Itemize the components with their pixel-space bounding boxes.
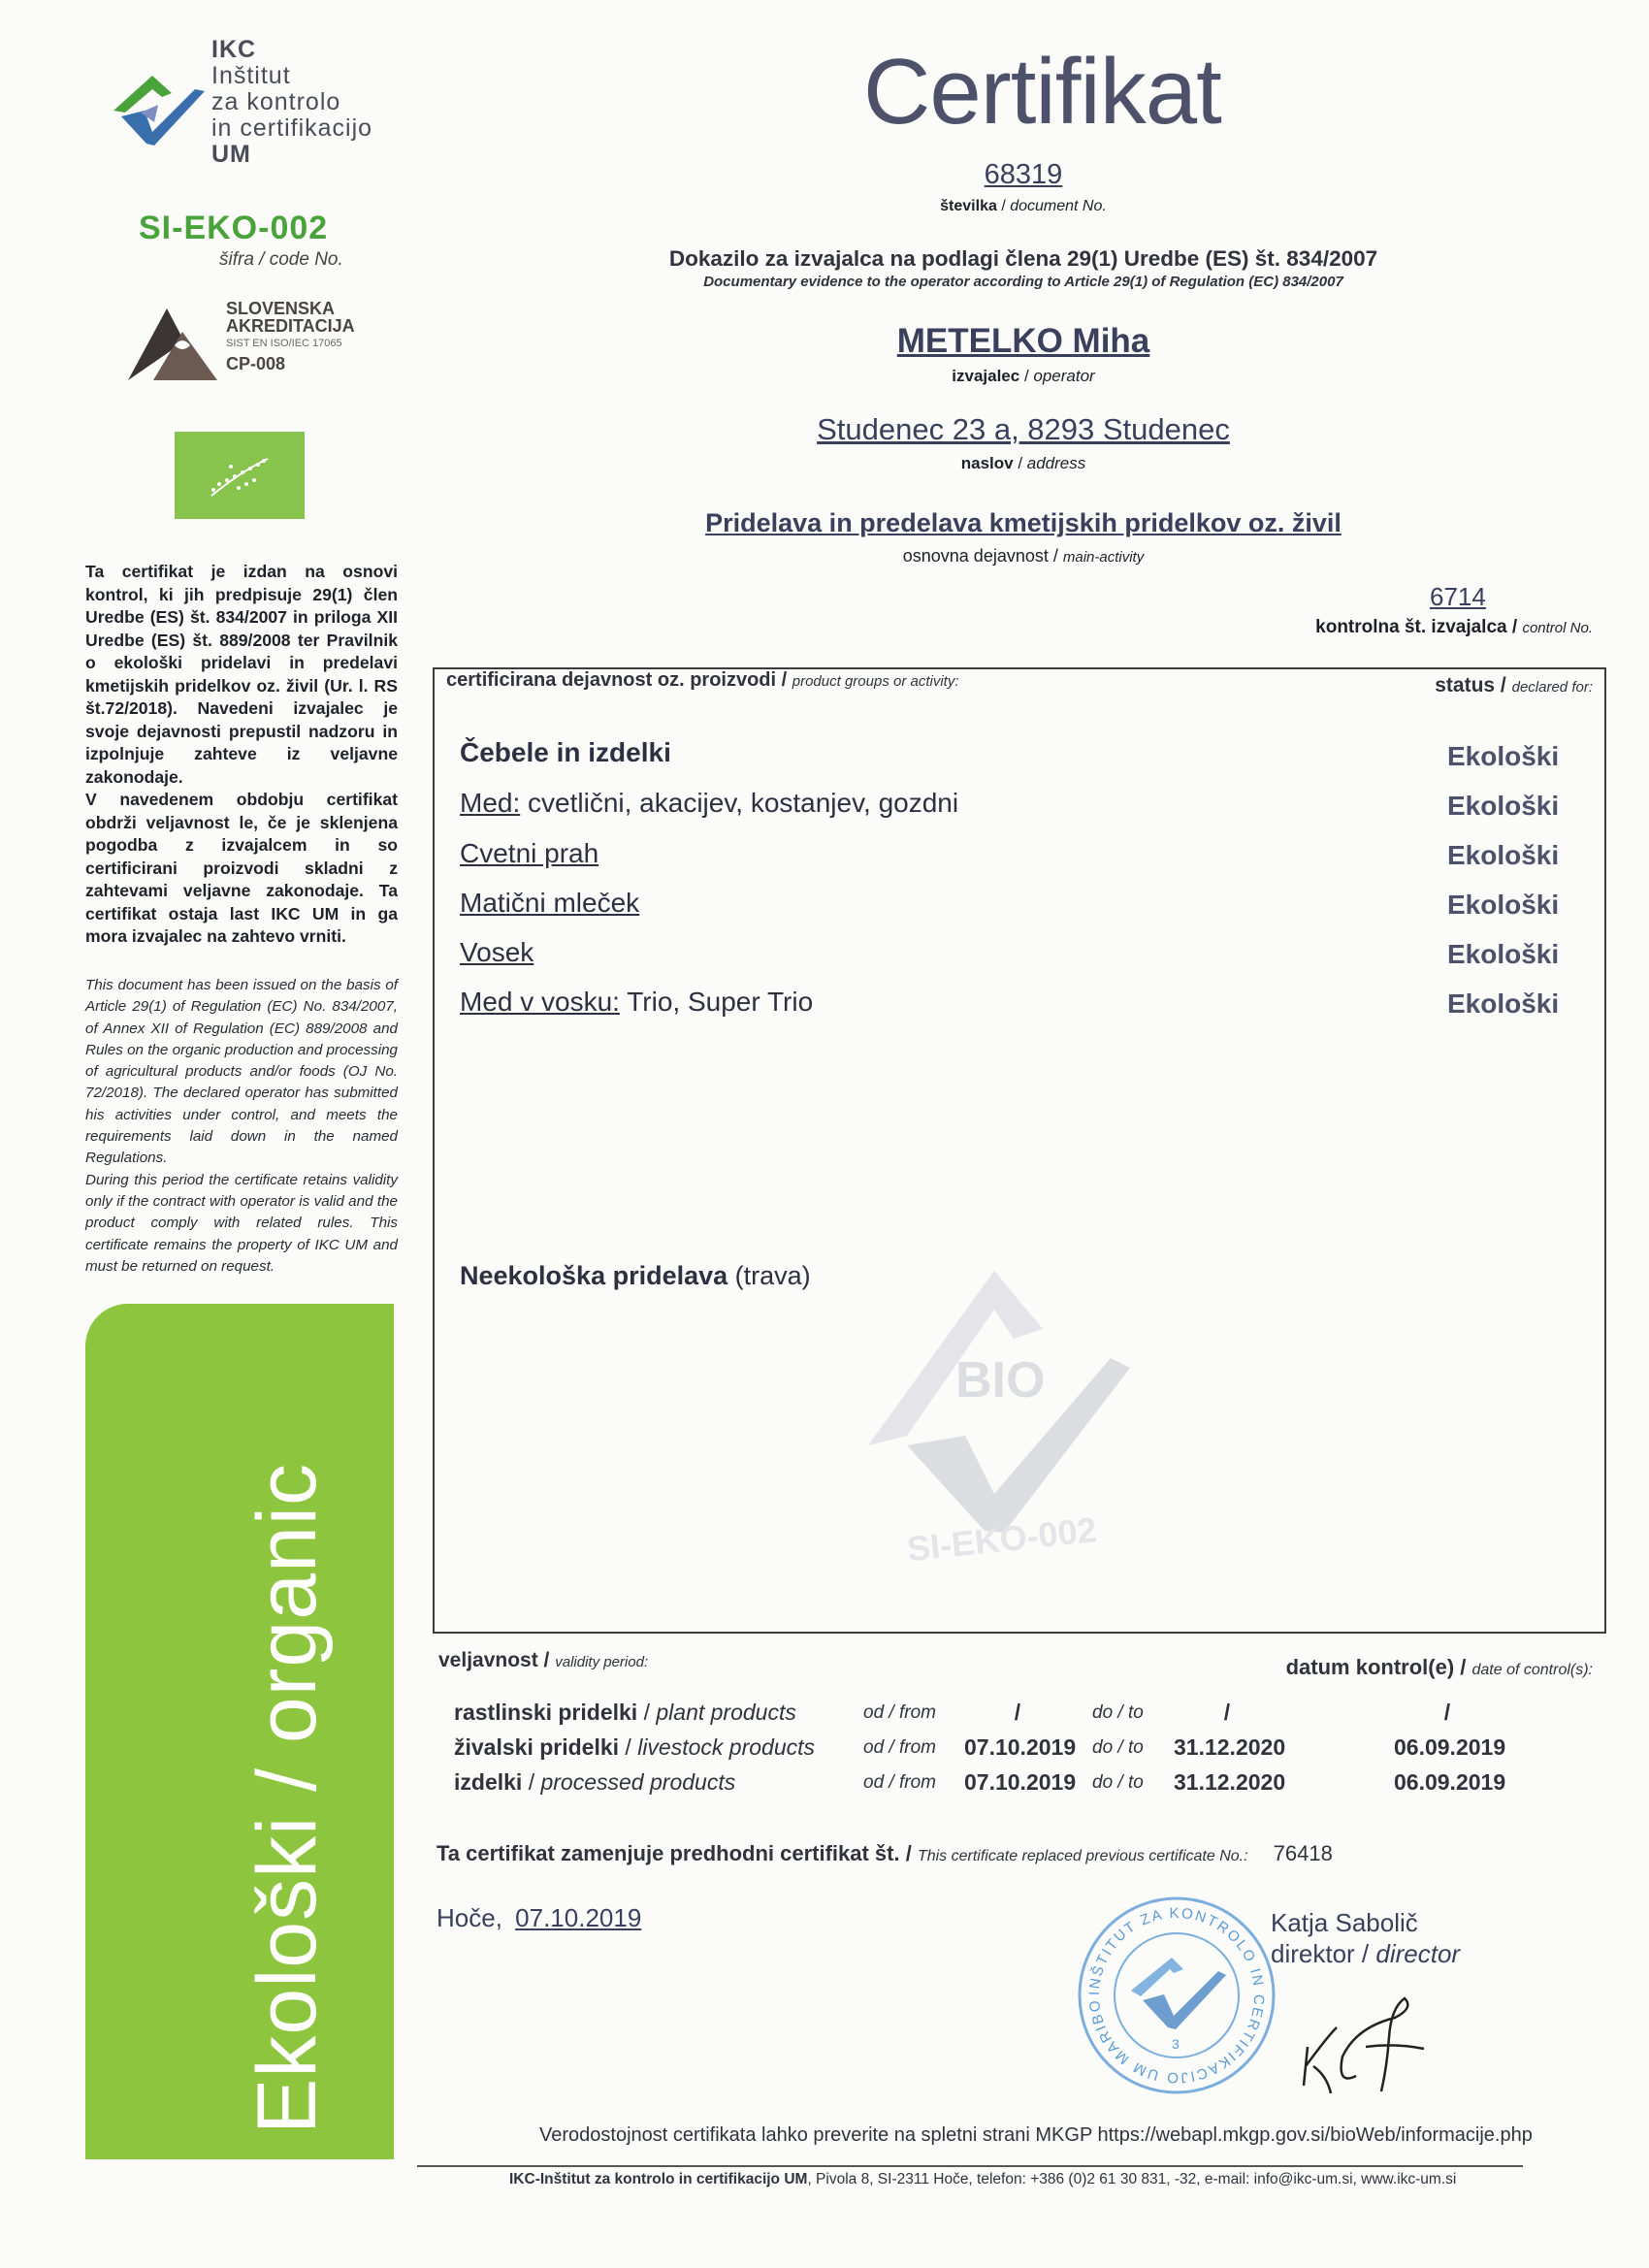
official-stamp-icon [1075,1894,1278,2102]
non-organic-detail: (trava) [728,1261,811,1290]
issue-place-date [436,1903,641,1933]
issue-date: 07.10.2019 [515,1903,642,1932]
product-status: Ekološki [1447,741,1560,771]
label-en: main-activity [1062,549,1145,566]
status-header: status / declared for: [1435,674,1593,697]
label-en: This certificate replaced previous certificate No.: [917,1848,1248,1864]
product-row [460,888,639,919]
issuer-code: SI-EKO-002 [139,210,329,246]
evidence-en: Documentary evidence to the operator according to Article 29(1) of Regulation (EC) 834/2007 [703,274,1343,290]
control-date: / [1443,1700,1451,1725]
label-sl: naslov [960,454,1014,472]
organic-band-label: Ekološki / organic [241,1463,334,2134]
product-row [460,937,534,968]
document-number: 68319 [984,159,1063,190]
category-sl: živalski pridelki [454,1734,620,1760]
label-en: address [1026,454,1086,472]
signature-icon [1298,1979,1453,2100]
role-en: director [1375,1939,1461,1968]
signer-role: direktor / director [1271,1939,1461,1968]
operator-label: izvajalec / operator [952,367,1095,385]
from-label: od / from [863,1737,936,1758]
valid-to: / [1223,1700,1231,1725]
label-sl: osnovna dejavnost [902,546,1049,566]
label-en: declared for: [1511,679,1593,696]
basis-paragraph: This document has been issued on the basis of Article 29(1) of Regulation (EC) No. 834/2007, of Annex XII of Regulation (EC) 889/2008 and Rules on the organic production and processing of agricultural products and/or foods (OJ No. 72/2018). The declared operator has submitted his activities under control, and meets the requirements laid down in the named Regulations. [85,977,398,1167]
ikc-logo-icon [112,68,209,150]
product-row [460,987,813,1018]
validity-row [0,1734,1649,1764]
label-en: operator [1033,367,1095,385]
category-en: livestock products [637,1734,816,1760]
valid-from: 07.10.2019 [964,1734,1077,1760]
control-date: 06.09.2019 [1394,1769,1506,1795]
product-row [460,838,598,869]
validity-category: živalski pridelki / livestock products [454,1734,816,1760]
label-sl: Ta certifikat zamenjuje predhodni certifikat št. [436,1841,900,1865]
validity-row [0,1769,1649,1798]
product-name: Cvetni prah [460,838,599,868]
evidence-sl: Dokazilo za izvajalca na podlagi člena 29(1) Uredbe (ES) št. 834/2007 [668,246,1378,271]
label-sl: veljavnost [438,1649,538,1671]
issuer-name [211,37,372,168]
basis-paragraph: Ta certifikat je izdan na osnovi kontrol, ki jih predpisuje 29(1) člen Uredbe (ES) št. 834/2007 in priloga XII Uredbe (ES) št. 889/2008 ter Pravilnik o ekološki pridelavi in predelavi kmetijskih pridelkov oz. živil (Ur. l. RS št.72/2018). Navedeni izvajalec je svoje dejavnosti prepustil nadzoru in izpolnjuje zahteve iz veljavne zakonodaje. [85,562,398,787]
accreditation-text [226,300,355,373]
address-label: naslov / address [960,454,1086,472]
signer-name: Katja Sabolič [1271,1908,1418,1937]
label-en: validity period: [555,1654,649,1670]
non-organic-label: Neekološka pridelava [460,1261,728,1290]
verification-note: Verodostojnost certifikata lahko preverite na spletni strani MKGP https://webapl.mkgp.gov.si/bioWeb/informacije.php [539,2124,1533,2146]
certificate-basis-en [85,975,398,1278]
category-sl: izdelki [454,1769,523,1795]
main-activity: Pridelava in predelava kmetijskih pridelkov oz. živil [705,508,1342,537]
product-status: Ekološki [1447,988,1560,1019]
certificate-basis-sl [85,561,398,949]
product-row [460,788,958,819]
validity-row [0,1700,1649,1729]
control-number: 6714 [1430,582,1486,611]
product-status: Ekološki [1447,791,1560,821]
validity-header: veljavnost / validity period: [438,1649,649,1671]
issuer-line: za kontrolo [211,88,341,115]
footer-name: IKC-Inštitut za kontrolo in certifikacijo UM [509,2171,808,2187]
activity-label: osnovna dejavnost / main-activity [902,546,1145,566]
issuer-line: UM [211,141,251,168]
label-sl: številka [940,198,997,214]
operator-name: METELKO Miha [896,322,1150,360]
stamp-number: 3 [1172,2036,1180,2052]
accreditation-logo-icon [124,303,221,385]
replacement-number: 76418 [1273,1841,1333,1865]
from-label: od / from [863,1702,936,1723]
product-detail: Trio, Super Trio [619,987,814,1017]
accreditation-line: AKREDITACIJA [226,316,355,336]
issuer-line: in certifikacijo [211,114,373,142]
category-en: plant products [656,1700,796,1725]
signer-block [1271,1907,1460,1969]
basis-paragraph: During this period the certificate retains validity only if the contract with operator is valid and the product comply with related rules. This certificate remains the property of IKC UM and must be returned on request. [85,1171,398,1275]
valid-from: / [1014,1700,1021,1725]
label-sl: kontrolna št. izvajalca [1315,617,1507,637]
to-label: do / to [1092,1702,1144,1723]
accreditation-code: CP-008 [226,354,286,373]
basis-paragraph: V navedenem obdobju certifikat obdrži veljavnost le, če je sklenjena pogodba z izvajalcem in so certificirani proizvodi skladni z zahtevami veljavne zakonodaje. Ta certifikat ostaja last IKC UM in ga mora izvajalec na zahtevo vrniti. [85,790,398,946]
product-status: Ekološki [1447,840,1560,870]
product-name: Med: [460,788,521,818]
valid-from: 07.10.2019 [964,1769,1077,1795]
label-en: product groups or activity: [792,673,959,690]
issuer-line: Inštitut [211,62,291,89]
product-name: Med v vosku: [460,987,620,1017]
control-date-header: datum kontrol(e) / date of control(s): [1285,1655,1593,1679]
bio-watermark-icon [849,1251,1140,1567]
replacement-line: Ta certifikat zamenjuje predhodni certifikat št. / This certificate replaced previous certificate No.: 76418 [436,1841,1333,1865]
from-label: od / from [863,1772,936,1793]
control-number-label: kontrolna št. izvajalca / control No. [1315,617,1593,637]
operator-address: Studenec 23 a, 8293 Studenec [817,412,1230,446]
product-row [460,737,671,768]
validity-category: rastlinski pridelki / plant products [454,1700,796,1725]
accreditation-line: SLOVENSKA [226,299,336,318]
valid-to: 31.12.2020 [1174,1734,1286,1760]
issuer-line: IKC [211,36,257,63]
label-sl: datum kontrol(e) [1285,1655,1455,1679]
label-sl: certificirana dejavnost oz. proizvodi [446,669,777,691]
accreditation-standard: SIST EN ISO/IEC 17065 [226,338,342,349]
product-status: Ekološki [1447,939,1560,969]
product-status: Ekološki [1447,890,1560,920]
product-name: Vosek [460,937,534,967]
document-number-label: številka / document No. [940,198,1107,214]
products-header: certificirana dejavnost oz. proizvodi / product groups or activity: [446,669,959,691]
to-label: do / to [1092,1737,1144,1758]
non-organic-line [460,1261,811,1291]
stamp-text-path: INŠTITUT ZA KONTROLO IN CERTIFIKACIJO UM MARIBO [1085,1904,1268,2087]
watermark-bio: BIO [955,1352,1046,1409]
product-detail: cvetlični, akacijev, kostanjev, gozdni [520,788,959,818]
control-date: 06.09.2019 [1394,1734,1506,1760]
issue-place: Hoče, [436,1903,502,1932]
validity-category: izdelki / processed products [454,1769,736,1795]
page-title: Certifikat [863,40,1221,144]
footer-divider [417,2165,1523,2167]
label-en: control No. [1522,620,1593,636]
label-sl: izvajalec [952,367,1020,385]
watermark-code: SI-EKO-002 [905,1509,1099,1562]
category-en: processed products [540,1769,736,1795]
to-label: do / to [1092,1772,1144,1793]
label-sl: status [1435,674,1496,697]
issuer-code-label: šifra / code No. [219,249,343,270]
role-sl: direktor [1271,1939,1355,1968]
label-en: document No. [1010,198,1107,214]
product-name: Matični mleček [460,888,640,918]
footer [509,2171,1456,2188]
footer-contacts: , Pivola 8, SI-2311 Hoče, telefon: +386 (0)2 61 30 831, -32, e-mail: info@ikc-um.si, www.ikc-um.si [807,2171,1457,2187]
valid-to: 31.12.2020 [1174,1769,1286,1795]
product-name: Čebele in izdelki [460,737,671,767]
category-sl: rastlinski pridelki [454,1700,638,1725]
eu-organic-leaf-icon [175,432,305,519]
label-en: date of control(s): [1471,1662,1593,1678]
